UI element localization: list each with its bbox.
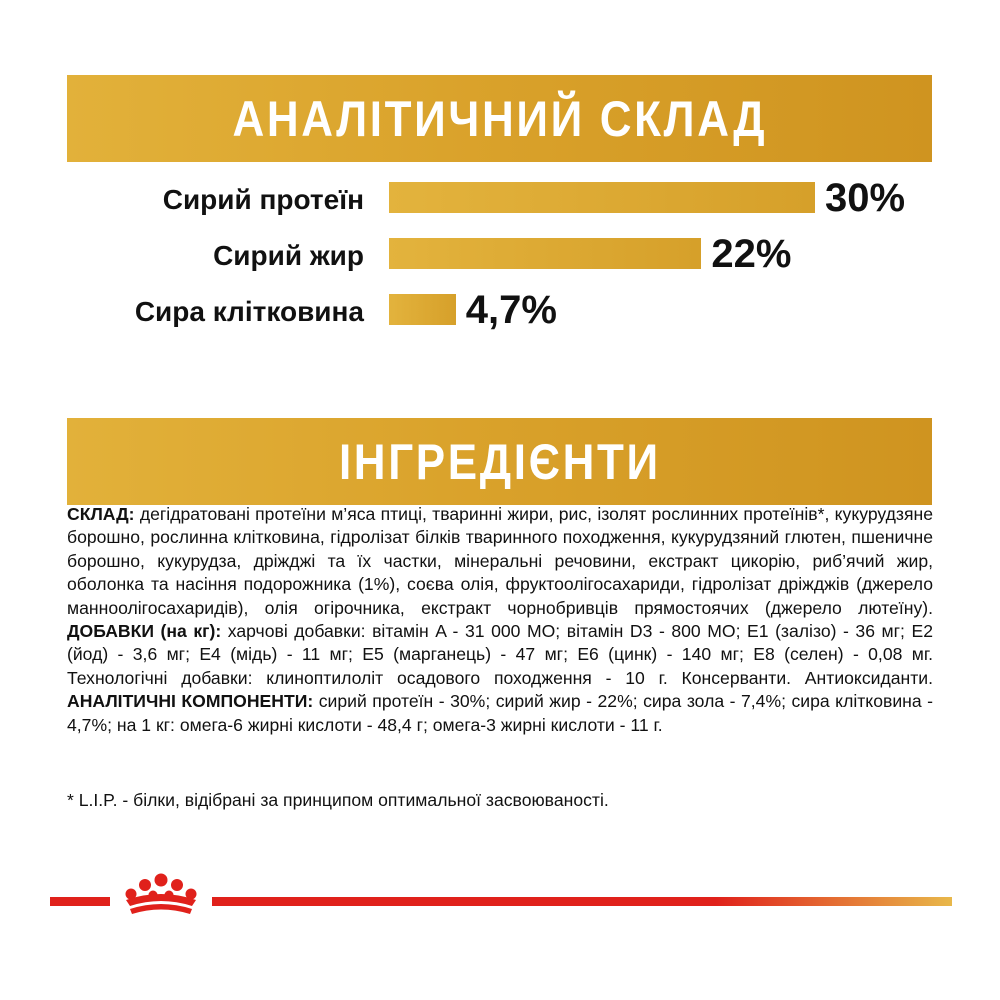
nutrient-row-fat [0,234,1000,284]
crown-icon [118,872,204,918]
ingredients-title: ІНГРЕДІЄНТИ [338,433,661,490]
additives-label: ДОБАВКИ (на кг): [67,621,222,642]
analytical-components-label: АНАЛІТИЧНІ КОМПОНЕНТИ: [67,691,314,712]
nutrient-label: Сирий протеїн [162,184,364,215]
analytical-components-text: сирий протеїн - 30%; сирий жир - 22%; сира зола - 7,4%; сира клітковина - 4,7%; на 1 кг: омега-6 жирні кислоти - 48,4 г; омега-3 жирні кислоти - 11 г. [67,691,934,735]
nutrient-bar [389,294,456,325]
additives-text: харчові добавки: вітамін A - 31 000 МО; вітамін D3 - 800 МО; E1 (залізо) - 36 мг; E2 (йод) - 3,6 мг; E4 (мідь) - 11 мг; E5 (марганець) - 47 мг; E6 (цинк) - 140 мг; E8 (селен) - 0,08 мг. Технологічні добавки: клиноптилоліт осадового походження - 10 г. Консерванти. Антиоксиданти. [67,621,933,688]
analysis-title: АНАЛІТИЧНИЙ СКЛАД [232,90,767,147]
brand-line-left [50,897,110,906]
nutrient-value: 4,7% [465,288,557,332]
analysis-banner [67,75,932,162]
nutrient-label: Сирий жир [213,240,364,271]
nutrient-label: Сира клітковина [134,296,364,327]
nutrient-row-protein [0,178,1000,228]
nutrient-bar [389,182,815,213]
composition-paragraph [67,503,933,737]
brand-line-right [212,897,952,906]
ingredients-banner [67,418,932,505]
nutrient-bar [389,238,701,269]
composition-label: СКЛАД: [67,504,135,524]
nutrient-value: 22% [711,232,792,276]
composition-text: дегідратовані протеїни м’яса птиці, тваринні жири, рис, ізолят рослинних протеїнів*, кукурудзяне борошно, рослинна клітковина, гідролізат білків тваринного походження, кукурудзяний глютен, пшеничне борошно, кукурудза, дріжджі та їх частки, мінеральні речовини, екстракт цикорію, риб’ячий жир, оболонка та насіння подорожника (1%), соєва олія, фруктоолігосахариди, гідролізат дріжджів (джерело манноолігосахаридів), олія огірочника, екстракт чорнобривців прямостоячих (джерело лютеїну). [67,504,933,618]
nutrient-value: 30% [825,176,906,220]
nutrient-row-fiber [0,290,1000,340]
footnote: * L.I.P. - білки, відібрані за принципом оптимальної засвоюваності. [67,790,609,810]
